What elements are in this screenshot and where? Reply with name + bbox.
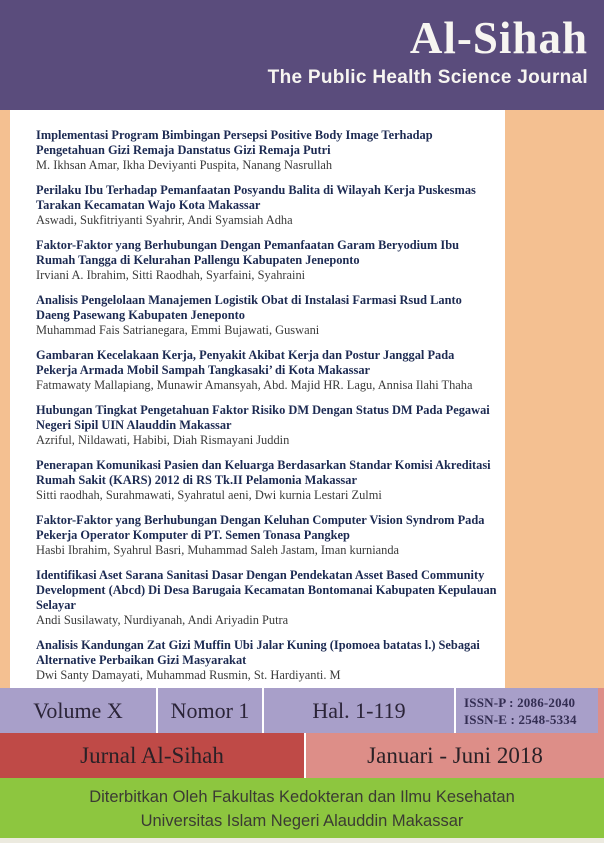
right-accent-strip [505, 110, 604, 688]
article-title: Implementasi Program Bimbingan Persepsi Positive Body Image Terhadap Pengetahuan Gizi Remaja Danstatus Gizi Remaja Putri [36, 128, 433, 157]
article-item [36, 128, 497, 173]
article-title: Penerapan Komunikasi Pasien dan Keluarga Berdasarkan Standar Komisi Akreditasi Rumah Sakit (KARS) 2012 di RS Tk.II Pelamonia Makassar [36, 458, 491, 487]
journal-subtitle: The Public Health Science Journal [267, 67, 588, 88]
article-title: Faktor-Faktor yang Berhubungan Dengan Keluhan Computer Vision Syndrom Pada Pekerja Operator Komputer di PT. Semen Tonasa Pangkep [36, 513, 485, 542]
journal-title: Al-Sihah [409, 13, 588, 63]
article-authors: Hasbi Ibrahim, Syahrul Basri, Muhammad Saleh Jastam, Iman kurnianda [36, 543, 400, 557]
article-title: Gambaran Kecelakaan Kerja, Penyakit Akibat Kerja dan Postur Janggal Pada Pekerja Armada Mobil Sampah Tangkasaki’ di Kota Makassar [36, 348, 455, 377]
article-title: Analisis Pengelolaan Manajemen Logistik Obat di Instalasi Farmasi Rsud Lanto Daeng Pasewang Kabupaten Jeneponto [36, 293, 462, 322]
article-item [36, 458, 497, 503]
number-cell: Nomor 1 [158, 688, 262, 733]
article-item [36, 403, 497, 448]
article-authors: Dwi Santy Damayati, Muhammad Rusmin, St. Hardiyanti. M [36, 668, 341, 682]
article-title: Hubungan Tingkat Pengetahuan Faktor Risiko DM Dengan Status DM Pada Pegawai Negeri Sipil UIN Alauddin Makassar [36, 403, 490, 432]
article-authors: Irviani A. Ibrahim, Sitti Raodhah, Syarfaini, Syahraini [36, 268, 306, 282]
article-item [36, 568, 497, 628]
article-title: Faktor-Faktor yang Berhubungan Dengan Pemanfaatan Garam Beryodium Ibu Rumah Tangga di Kelurahan Pallengu Kabupaten Jeneponto [36, 238, 460, 267]
issue-info-row [0, 688, 604, 733]
row-edge-sliver [598, 688, 604, 733]
table-of-contents [10, 110, 505, 688]
article-authors: Andi Susilawaty, Nurdiyanah, Andi Ariyadin Putra [36, 613, 289, 627]
period-cell: Januari - Juni 2018 [306, 733, 604, 778]
pages-cell: Hal. 1-119 [264, 688, 454, 733]
article-item [36, 238, 497, 283]
article-title: Analisis Kandungan Zat Gizi Muffin Ubi Jalar Kuning (Ipomoea batatas l.) Sebagai Alternative Perbaikan Gizi Masyarakat [36, 638, 480, 667]
article-item [36, 638, 497, 683]
article-authors: Fatmawaty Mallapiang, Munawir Amansyah, Abd. Majid HR. Lagu, Annisa Ilahi Thaha [36, 378, 473, 392]
issn-print: ISSN-P : 2086-2040 [464, 694, 576, 710]
article-item [36, 348, 497, 393]
publisher-line-2: Universitas Islam Negeri Alauddin Makassar [140, 812, 464, 830]
middle-band [0, 110, 604, 688]
article-authors: M. Ikhsan Amar, Ikha Deviyanti Puspita, Nanang Nasrullah [36, 158, 333, 172]
article-authors: Muhammad Fais Satrianegara, Emmi Bujawati, Guswani [36, 323, 320, 337]
bottom-edge-strip [0, 838, 604, 843]
article-authors: Sitti raodhah, Surahmawati, Syahratul aeni, Dwi kurnia Lestari Zulmi [36, 488, 382, 502]
article-authors: Aswadi, Sukfitriyanti Syahrir, Andi Syamsiah Adha [36, 213, 293, 227]
issn-cell [456, 688, 598, 733]
journal-period-row [0, 733, 604, 778]
left-accent-strip [0, 110, 10, 688]
article-item [36, 293, 497, 338]
publisher-line-1: Diterbitkan Oleh Fakultas Kedokteran dan Ilmu Kesehatan [89, 788, 515, 806]
article-authors: Azriful, Nildawati, Habibi, Diah Rismayani Juddin [36, 433, 290, 447]
issn-electronic: ISSN-E : 2548-5334 [464, 711, 577, 727]
article-title: Identifikasi Aset Sarana Sanitasi Dasar Dengan Pendekatan Asset Based Community Development (Abcd) Di Desa Barugaia Kecamatan Bontomanai Kabupaten Kepulauan Selayar [36, 568, 497, 612]
volume-cell: Volume X [0, 688, 156, 733]
article-title: Perilaku Ibu Terhadap Pemanfaatan Posyandu Balita di Wilayah Kerja Puskesmas Tarakan Kecamatan Wajo Kota Makassar [36, 183, 476, 212]
article-item [36, 183, 497, 228]
article-item [36, 513, 497, 558]
publisher-band [0, 778, 604, 838]
journal-name-cell: Jurnal Al-Sihah [0, 733, 304, 778]
masthead [0, 0, 604, 110]
